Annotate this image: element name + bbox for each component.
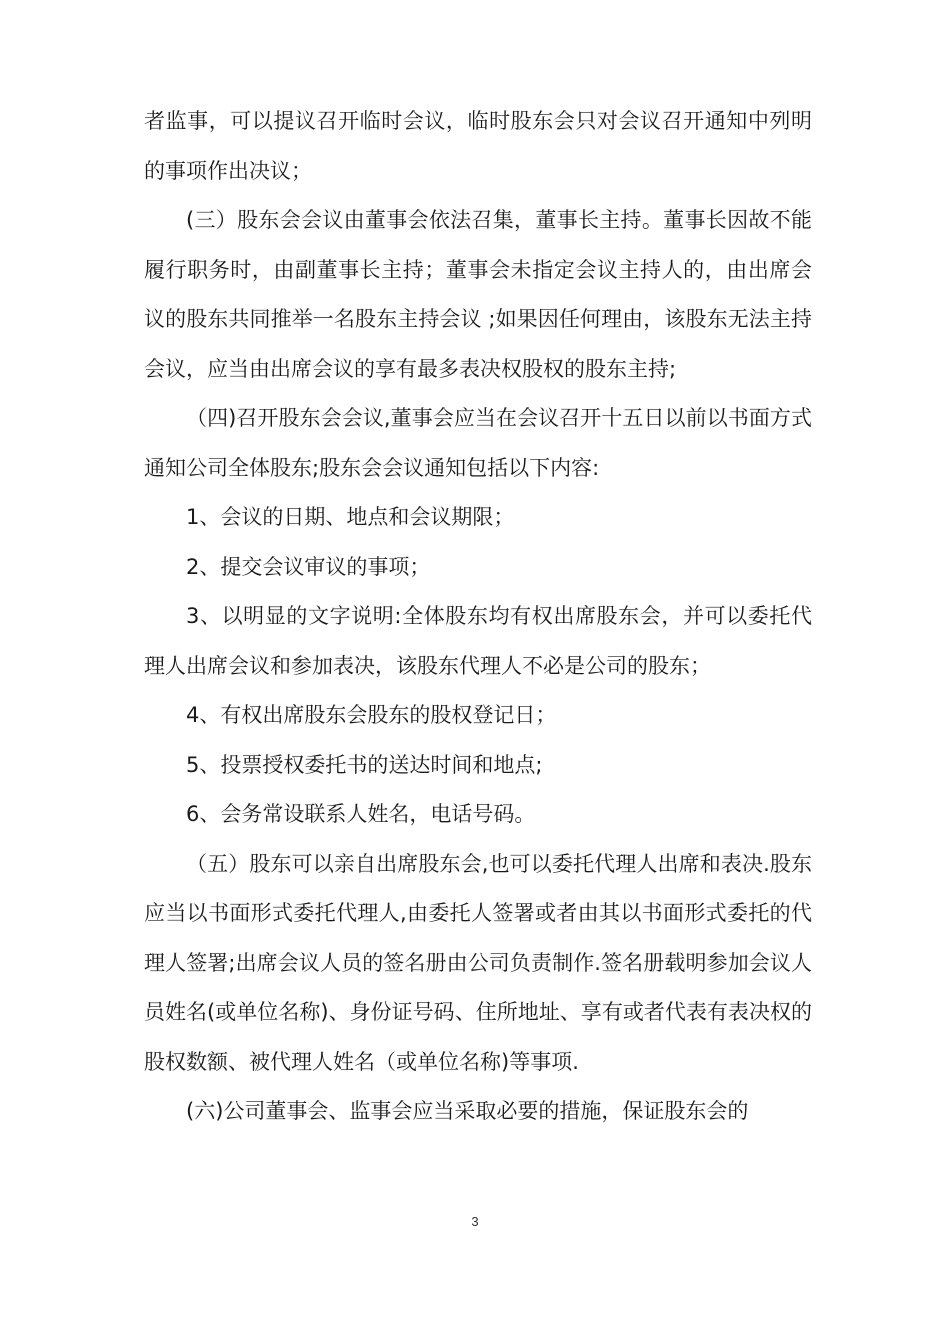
list-item-4: 4、有权出席股东会股东的股权登记日； (186, 703, 557, 727)
paragraph-2: (三）股东会会议由董事会依法召集，董事长主持。董事长因故不能履行职务时，由副董事长主持；董事会未指定会议主持人的，由出席会议的股东共同推举一名股东主持会议 ;如果因任何理由，该股东无法主持会议，应当由出席会议的享有最多表决权股权的股东主持; (144, 208, 812, 381)
list-item-2: 2、提交会议审议的事项； (186, 554, 431, 579)
paragraph-5: (六)公司董事会、监事会应当采取必要的措施，保证股东会的 (186, 1099, 749, 1123)
paragraph-1: 者监事，可以提议召开临时会议，临时股东会只对会议召开通知中列明的事项作出决议； (144, 109, 812, 183)
list-item-1: 1、会议的日期、地点和会议期限； (186, 505, 515, 529)
list-item-5: 5、投票授权委托书的送达时间和地点; (186, 752, 543, 777)
page-number: 3 (471, 1214, 479, 1229)
list-item-3: 3、以明显的文字说明:全体股东均有权出席股东会，并可以委托代理人出席会议和参加表决，该股东代理人不必是公司的股东； (144, 604, 812, 678)
paragraph-4: （五）股东可以亲自出席股东会,也可以委托代理人出席和表决.股东应当以书面形式委托代理人,由委托人签署或者由其以书面形式委托的代理人签署;出席会议人员的签名册由公司负责制作.签名册载明参加会议人员姓名(或单位名称)、身份证号码、住所地址、享有或者代表有表决权的股权数额、被代理人姓名（或单位名称)等事项. (144, 851, 812, 1074)
document-body (144, 97, 812, 1137)
list-item-6: 6、会务常设联系人姓名，电话号码。 (186, 802, 536, 826)
paragraph-3: （四)召开股东会会议,董事会应当在会议召开十五日以前以书面方式通知公司全体股东;股东会会议通知包括以下内容: (144, 406, 812, 480)
